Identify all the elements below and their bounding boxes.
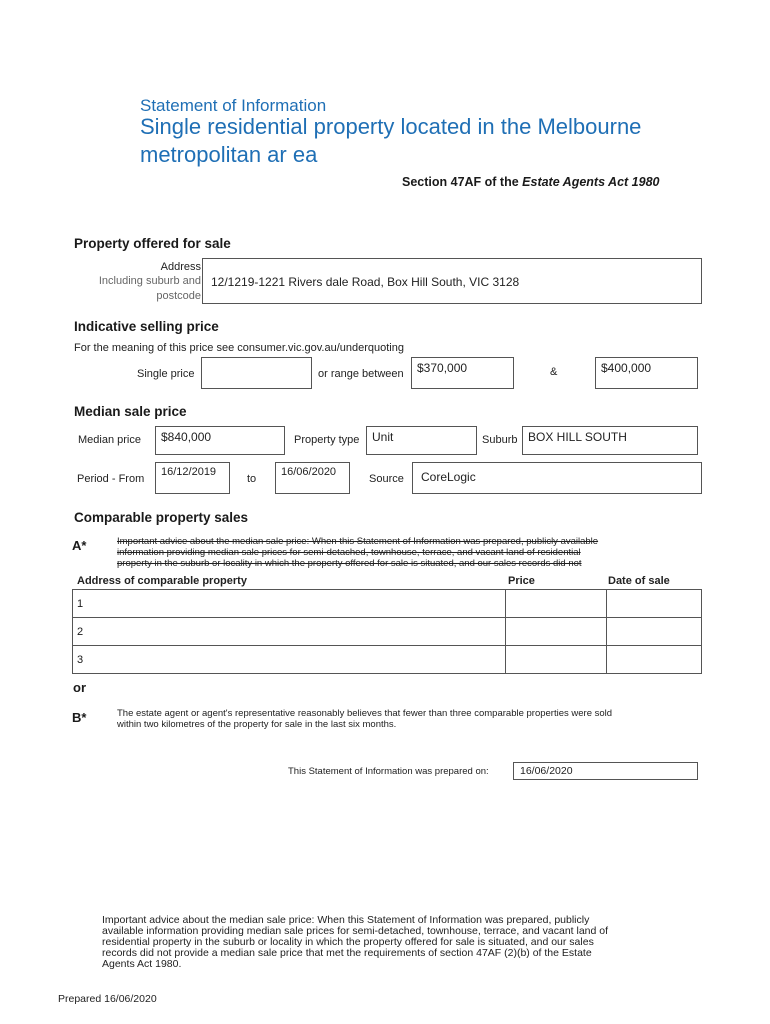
comparable-price-cell[interactable]	[506, 590, 607, 618]
col-date-header: Date of sale	[608, 575, 670, 587]
prepared-footer: Prepared 16/06/2020	[58, 993, 157, 1005]
range-ampersand: &	[550, 366, 558, 378]
address-label: Address	[160, 261, 201, 273]
section-act: Estate Agents Act 1980	[522, 175, 660, 189]
range-low-field[interactable]: $370,000	[411, 357, 514, 389]
or-separator: or	[73, 680, 86, 695]
comparable-address-cell[interactable]: 2	[73, 618, 506, 646]
statement-heading: Statement of Information	[140, 96, 327, 115]
title-line-2: metropolitan ar ea	[140, 142, 318, 167]
indicative-heading: Indicative selling price	[74, 319, 219, 334]
underquoting-note: For the meaning of this price see consumer.vic.gov.au/underquoting	[74, 342, 404, 354]
option-b-line-1: The estate agent or agent's representative reasonably believes that fewer than three comparable properties were sold	[117, 708, 613, 719]
col-price-header: Price	[508, 575, 535, 587]
option-a-line-1: Important advice about the median sale price: When this Statement of Information was prepared, publicly available	[117, 536, 599, 547]
source-field[interactable]: CoreLogic	[412, 462, 702, 494]
address-field[interactable]: 12/1219-1221 Rivers dale Road, Box Hill South, VIC 3128	[202, 258, 702, 304]
footer-advice-line-3: residential property in the suburb or locality in which the property offered for sale is situated, and our sales	[102, 936, 594, 948]
footer-advice-line-4: records did not provide a median sale price that met the requirements of section 47AF (2)(b) of the Estate	[102, 947, 592, 959]
option-a-line-2: information providing median sale prices for semi-detached, townhouse, terrace, and vacant land of residential	[117, 547, 581, 558]
option-a-marker: A*	[72, 538, 87, 553]
period-to-label: to	[247, 473, 257, 485]
comparable-price-cell[interactable]	[506, 618, 607, 646]
footer-advice-line-1: Important advice about the median sale price: When this Statement of Information was prepared, publicly	[102, 914, 590, 926]
prepared-date-field[interactable]: 16/06/2020	[513, 762, 698, 780]
range-high-field[interactable]: $400,000	[595, 357, 698, 389]
property-type-label: Property type	[294, 434, 360, 446]
range-label: or range between	[318, 368, 404, 380]
table-row	[73, 646, 702, 674]
period-to-field[interactable]: 16/06/2020	[275, 462, 350, 494]
median-price-label: Median price	[78, 434, 141, 446]
median-heading: Median sale price	[74, 404, 187, 419]
period-from-field[interactable]: 16/12/2019	[155, 462, 230, 494]
single-price-label: Single price	[137, 368, 195, 380]
comparable-heading: Comparable property sales	[74, 510, 249, 525]
property-heading: Property offered for sale	[74, 236, 231, 251]
median-price-field[interactable]: $840,000	[155, 426, 285, 455]
comparable-date-cell[interactable]	[607, 590, 702, 618]
suburb-label: Suburb	[482, 434, 518, 446]
source-label: Source	[369, 473, 404, 485]
table-row	[73, 590, 702, 618]
table-row	[73, 618, 702, 646]
option-b-line-2: within two kilometres of the property for sale in the last six months.	[117, 719, 397, 730]
prepared-on-label: This Statement of Information was prepared on:	[288, 766, 489, 777]
option-a-line-3: property in the suburb or locality in which the property offered for sale is situated, and our sales records did not	[117, 558, 582, 569]
property-type-field[interactable]: Unit	[366, 426, 477, 455]
comparable-date-cell[interactable]	[607, 646, 702, 674]
title-line-1: Single residential property located in the Melbourne	[140, 114, 642, 139]
comparable-date-cell[interactable]	[607, 618, 702, 646]
footer-advice-line-5: Agents Act 1980.	[102, 958, 182, 970]
option-b-marker: B*	[72, 710, 87, 725]
address-label-sub: Including suburb and	[98, 275, 201, 287]
suburb-field[interactable]: BOX HILL SOUTH	[522, 426, 698, 455]
footer-advice-line-2: available information providing median sale prices for semi-detached, townhouse, terrace, and vacant land of	[102, 925, 609, 937]
section-prefix: Section 47AF of the	[402, 175, 523, 189]
comparable-address-cell[interactable]: 1	[73, 590, 506, 618]
comparable-price-cell[interactable]	[506, 646, 607, 674]
section-reference	[402, 175, 659, 189]
comparable-table	[72, 589, 702, 674]
address-label-postcode: postcode	[156, 290, 201, 302]
period-from-label: Period - From	[77, 473, 145, 485]
comparable-address-cell[interactable]: 3	[73, 646, 506, 674]
single-price-field[interactable]	[201, 357, 312, 389]
col-address-header: Address of comparable property	[77, 575, 247, 587]
